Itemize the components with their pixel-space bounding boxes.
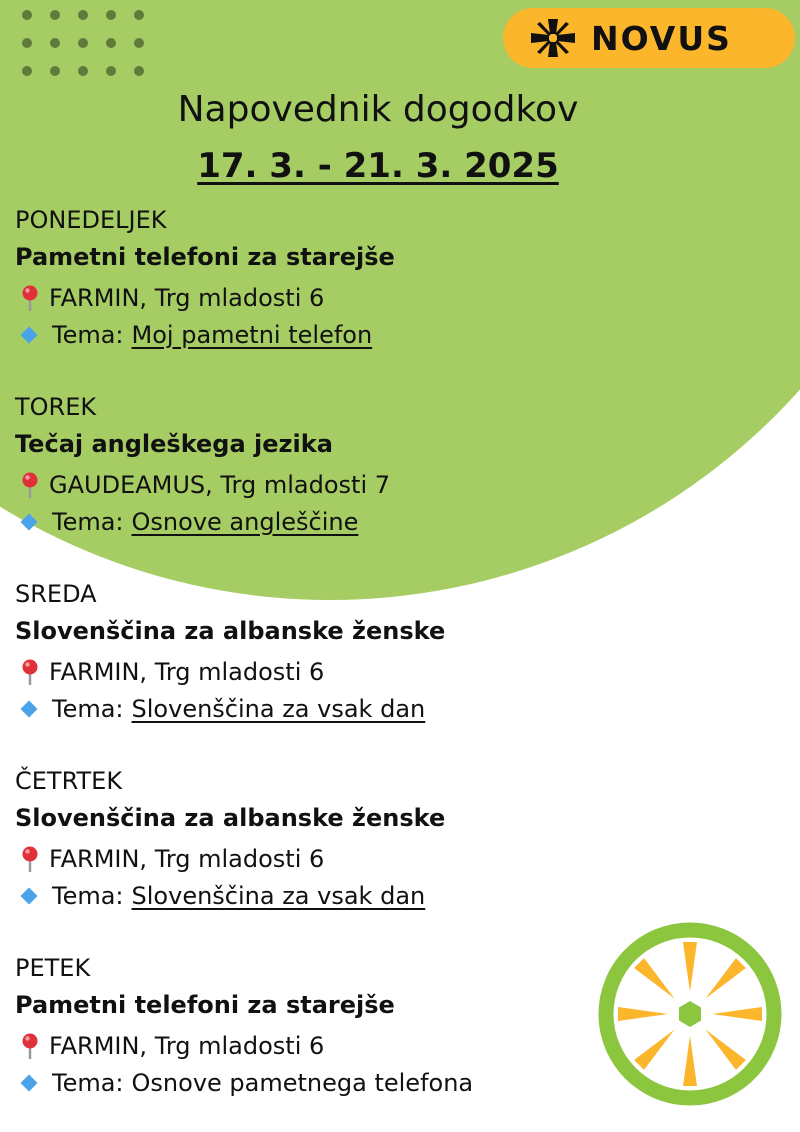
event-block: [15, 953, 473, 1101]
logo-text: NOVUS: [591, 18, 732, 58]
event-topic: Osnove pametnega telefona: [131, 1068, 474, 1097]
event-location: FARMIN, Trg mladosti 6: [49, 657, 325, 686]
dot: [134, 66, 144, 76]
event-day: SREDA: [15, 580, 97, 608]
dot: [134, 38, 144, 48]
dot: [50, 38, 60, 48]
dot: [22, 66, 32, 76]
event-topic-row: [15, 877, 445, 914]
event-title: Pametni telefoni za starejše: [15, 991, 395, 1019]
dot: [106, 66, 116, 76]
novus-logo: [503, 8, 795, 68]
event-location: FARMIN, Trg mladosti 6: [49, 1031, 325, 1060]
event-location-row: [15, 466, 390, 503]
event-title: Tečaj angleškega jezika: [15, 430, 333, 458]
event-block: [15, 766, 445, 914]
header: [0, 88, 756, 188]
event-location: FARMIN, Trg mladosti 6: [49, 844, 325, 873]
dot: [22, 38, 32, 48]
event-location-row: [15, 840, 445, 877]
event-topic[interactable]: Slovenščina za vsak dan: [131, 881, 426, 910]
date-range: 17. 3. - 21. 3. 2025: [197, 146, 559, 186]
wheel-icon: [598, 922, 782, 1106]
dot: [78, 38, 88, 48]
dot: [78, 66, 88, 76]
event-topic[interactable]: Osnove angleščine: [131, 507, 359, 536]
event-location-row: [15, 1027, 473, 1064]
pushpin-icon: [19, 471, 41, 499]
event-location: FARMIN, Trg mladosti 6: [49, 283, 325, 312]
dot: [106, 10, 116, 20]
event-topic-row: [15, 316, 395, 353]
pushpin-icon: [19, 845, 41, 873]
dot: [22, 10, 32, 20]
topic-label: Tema:: [52, 507, 124, 536]
event-location: GAUDEAMUS, Trg mladosti 7: [49, 470, 391, 499]
event-location-row: [15, 653, 445, 690]
event-topic-row: [15, 503, 390, 540]
diamond-icon: [21, 326, 38, 343]
event-day: TOREK: [15, 393, 97, 421]
pushpin-icon: [19, 284, 41, 312]
dot: [50, 10, 60, 20]
pushpin-icon: [19, 1032, 41, 1060]
topic-label: Tema:: [52, 694, 124, 723]
dot: [78, 10, 88, 20]
event-block: [15, 579, 445, 727]
event-day: PONEDELJEK: [15, 206, 167, 234]
dot-grid-decoration: [22, 10, 144, 76]
page-title: Napovednik dogodkov: [177, 89, 579, 130]
dot: [50, 66, 60, 76]
event-title: Pametni telefoni za starejše: [15, 243, 395, 271]
topic-label: Tema:: [52, 1068, 124, 1097]
novus-star-icon: [529, 18, 577, 58]
pushpin-icon: [19, 658, 41, 686]
event-day: PETEK: [15, 954, 91, 982]
topic-label: Tema:: [52, 881, 124, 910]
event-topic-row: [15, 690, 445, 727]
event-block: [15, 392, 390, 540]
event-location-row: [15, 279, 395, 316]
event-day: ČETRTEK: [15, 767, 123, 795]
event-topic[interactable]: Moj pametni telefon: [131, 320, 373, 349]
event-topic-row: [15, 1064, 473, 1101]
event-title: Slovenščina za albanske ženske: [15, 804, 446, 832]
event-block: [15, 205, 395, 353]
diamond-icon: [21, 1074, 38, 1091]
dot: [134, 10, 144, 20]
event-topic[interactable]: Slovenščina za vsak dan: [131, 694, 426, 723]
topic-label: Tema:: [52, 320, 124, 349]
diamond-icon: [21, 887, 38, 904]
diamond-icon: [21, 513, 38, 530]
diamond-icon: [21, 700, 38, 717]
dot: [106, 38, 116, 48]
event-title: Slovenščina za albanske ženske: [15, 617, 446, 645]
